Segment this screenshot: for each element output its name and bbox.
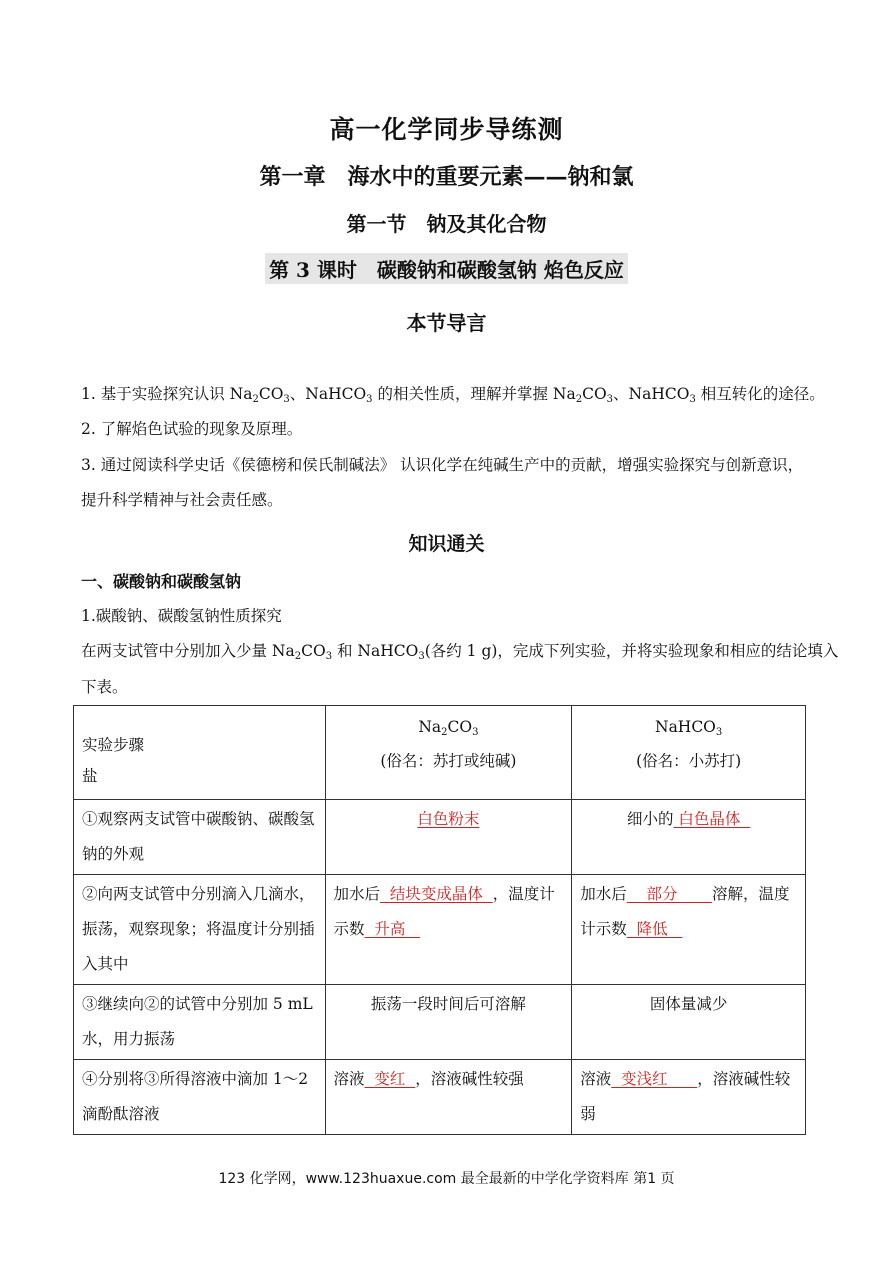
knowledge-heading: 知识通关 <box>408 533 485 555</box>
lesson-title: 第 3 课时 碳酸钠和碳酸氢钠 焰色反应 <box>265 253 628 284</box>
section-heading-1: 一、碳酸钠和碳酸氢钠 <box>81 572 242 591</box>
row1-step: ①观察两支试管中碳酸钠、碳酸氢钠的外观 <box>74 800 326 875</box>
answer-blank: 变红 <box>364 1070 416 1088</box>
header-na2co3 <box>325 706 572 800</box>
table-row <box>74 800 806 875</box>
intro-item-2: 2. 了解焰色试验的现象及原理。 <box>81 420 303 438</box>
intro-item-1: 1. 基于实验探究认识 $Na_2CO_3$、NaHCO$_3$ 的相关性质，理解并掌握 $Na_2CO_3$、NaHCO$_3$ 相互转化的途径。 <box>81 385 825 405</box>
answer-blank: 降低 <box>626 920 683 938</box>
section-title: 第一节 钠及其化合物 <box>346 212 547 236</box>
lesson-title-wrap <box>0 253 893 284</box>
header-na2co3-alias: (俗名：苏打或纯碱) <box>380 752 517 770</box>
header-na2co3-formula: $Na_2CO_3$ <box>418 718 479 738</box>
row2-na2co3: 加水后 结块变成晶体 ，温度计示数 升高 <box>325 875 572 985</box>
page-footer: 123 化学网，www.123huaxue.com 最全最新的中学化学资料库 第1 页 <box>218 1171 675 1187</box>
intro-item-3-line1: 3. 通过阅读科学史话《侯德榜和侯氏制碱法》 认识化学在纯碱生产中的贡献，增强实验探究与创新意识， <box>81 456 804 474</box>
header-nahco3 <box>572 706 806 800</box>
corner-label-salt: 盐 <box>82 767 98 785</box>
answer-blank: 升高 <box>364 920 421 938</box>
table-row <box>74 1060 806 1135</box>
intro-heading: 本节导言 <box>406 311 487 335</box>
row1-na2co3 <box>325 800 572 875</box>
row3-nahco3: 固体量减少 <box>572 985 806 1060</box>
chapter-title: 第一章 海水中的重要元素——钠和氯 <box>259 164 634 190</box>
answer-blank: 白色晶体 <box>673 810 751 828</box>
row3-step: ③继续向②的试管中分别加 5 mL 水，用力振荡 <box>74 985 326 1060</box>
answer-blank: 变浅红 <box>611 1070 698 1088</box>
row3-na2co3: 振荡一段时间后可溶解 <box>325 985 572 1060</box>
answer-blank: 结块变成晶体 <box>380 885 493 903</box>
row4-nahco3: 溶液 变浅红 ，溶液碱性较弱 <box>572 1060 806 1135</box>
answer-blank: 白色粉末 <box>417 810 480 828</box>
row4-na2co3: 溶液 变红 ，溶液碱性较强 <box>325 1060 572 1135</box>
table-row <box>74 875 806 985</box>
instruction-paragraph-line2: 下表。 <box>81 678 128 696</box>
table-corner-cell <box>74 706 326 800</box>
subsection-1: 1.碳酸钠、碳酸氢钠性质探究 <box>81 607 282 625</box>
row4-step: ④分别将③所得溶液中滴加 1～2 滴酚酞溶液 <box>74 1060 326 1135</box>
header-nahco3-formula: NaHCO$_3$ <box>655 718 723 738</box>
document-title: 高一化学同步导练测 <box>329 115 564 144</box>
row2-nahco3: 加水后 部分 溶解，温度计示数 降低 <box>572 875 806 985</box>
table-header-row <box>74 706 806 800</box>
answer-blank: 部分 <box>626 885 712 903</box>
intro-item-3-line2: 提升科学精神与社会责任感。 <box>81 491 283 509</box>
header-nahco3-alias: (俗名：小苏打) <box>636 752 742 770</box>
properties-table <box>73 705 806 1135</box>
row1-nahco3: 细小的 白色晶体 <box>572 800 806 875</box>
instruction-paragraph: 在两支试管中分别加入少量 $Na_2CO_3$ 和 NaHCO$_3$(各约 1 g)，完成下列实验，并将实验现象和相应的结论填入 <box>81 642 839 662</box>
corner-label-steps: 实验步骤 <box>82 736 145 754</box>
row2-step: ②向两支试管中分别滴入几滴水，振荡，观察现象；将温度计分别插入其中 <box>74 875 326 985</box>
table-row <box>74 985 806 1060</box>
